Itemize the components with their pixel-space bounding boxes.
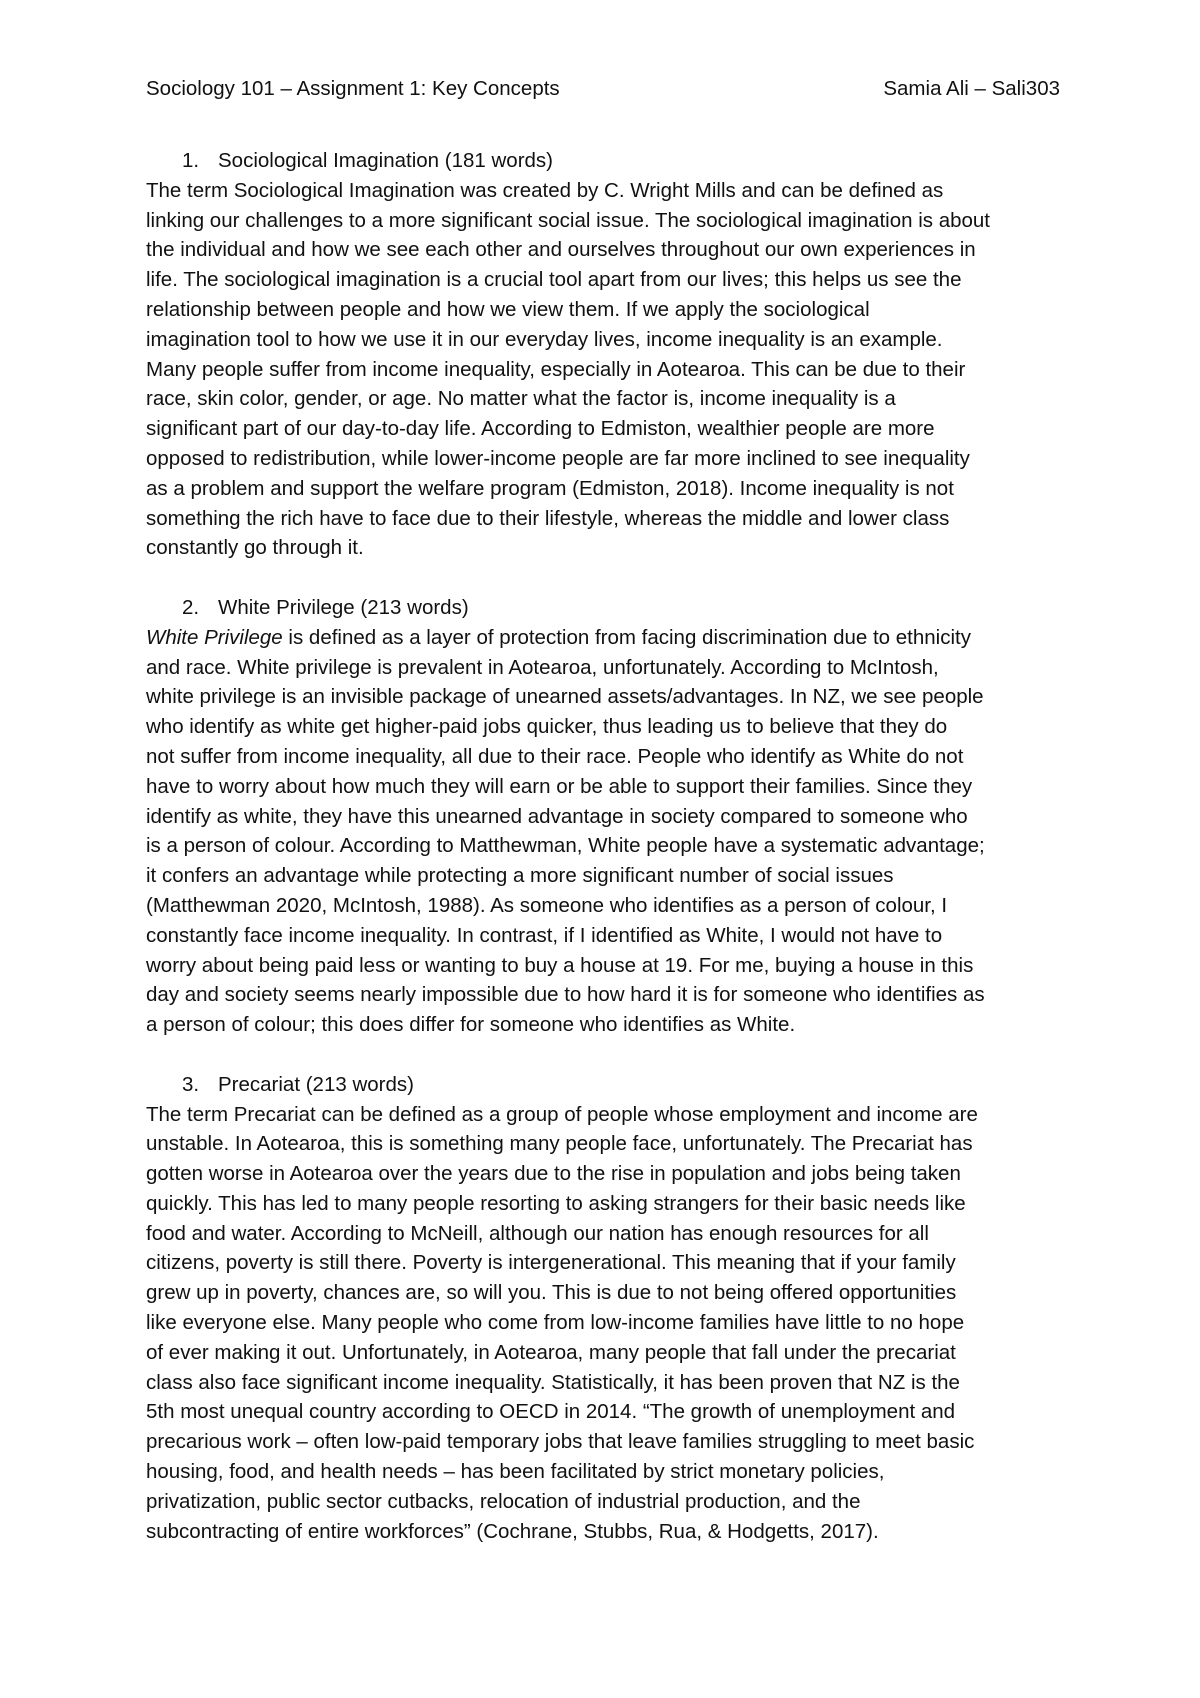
line-text: is defined as a layer of protection from facing discrimination due to ethnicity — [282, 625, 971, 649]
paragraph-line: race, skin color, gender, or age. No matter what the factor is, income inequality is a — [146, 387, 896, 411]
paragraph-line: it confers an advantage while protecting a more significant number of social issues — [146, 864, 894, 888]
paragraph-line: of ever making it out. Unfortunately, in Aotearoa, many people that fall under the precariat — [146, 1340, 956, 1364]
section-sociological-imagination — [146, 146, 1066, 563]
section-paragraph — [146, 653, 1066, 1040]
paragraph-line: a person of colour; this does differ for someone who identifies as White. — [146, 1013, 796, 1037]
paragraph-line: grew up in poverty, chances are, so will you. This is due to not being offered opportunities — [146, 1281, 957, 1305]
paragraph-line: The term Precariat can be defined as a group of people whose employment and income are — [146, 1102, 978, 1126]
paragraph-line: unstable. In Aotearoa, this is something many people face, unfortunately. The Precariat has — [146, 1132, 973, 1156]
paragraph-line: constantly face income inequality. In contrast, if I identified as White, I would not have to — [146, 923, 943, 947]
paragraph-line: worry about being paid less or wanting to buy a house at 19. For me, buying a house in this — [146, 953, 974, 977]
paragraph-line: and race. White privilege is prevalent in Aotearoa, unfortunately. According to McIntosh, — [146, 655, 939, 679]
paragraph-line: (Matthewman 2020, McIntosh, 1988). As someone who identifies as a person of colour, I — [146, 893, 948, 917]
paragraph-line: subcontracting of entire workforces” (Cochrane, Stubbs, Rua, & Hodgetts, 2017). — [146, 1519, 879, 1543]
course-title: Sociology 101 – Assignment 1: Key Concepts — [146, 77, 560, 100]
author-name: Samia Ali – Sali303 — [883, 77, 1060, 100]
section-paragraph — [146, 1100, 1066, 1547]
paragraph-line — [146, 623, 1066, 653]
paragraph-line: significant part of our day-to-day life. According to Edmiston, wealthier people are more — [146, 417, 935, 441]
section-white-privilege — [146, 593, 1066, 1040]
paragraph-line: as a problem and support the welfare program (Edmiston, 2018). Income inequality is not — [146, 476, 954, 500]
paragraph-line: precarious work – often low-paid temporary jobs that leave families struggling to meet basic — [146, 1430, 975, 1454]
page-header — [146, 74, 1060, 104]
section-paragraph — [146, 176, 1066, 563]
section-title: Precariat (213 words) — [218, 1072, 414, 1096]
paragraph-line: 5th most unequal country according to OECD in 2014. “The growth of unemployment and — [146, 1400, 956, 1424]
paragraph-line: identify as white, they have this unearned advantage in society compared to someone who — [146, 804, 968, 828]
paragraph-line: relationship between people and how we view them. If we apply the sociological — [146, 297, 870, 321]
section-title: Sociological Imagination (181 words) — [218, 149, 554, 172]
paragraph-line: gotten worse in Aotearoa over the years due to the rise in population and jobs being taken — [146, 1162, 961, 1186]
italic-term: White Privilege — [146, 625, 283, 649]
paragraph-line: constantly go through it. — [146, 536, 364, 560]
paragraph-line: day and society seems nearly impossible due to how hard it is for someone who identifies as — [146, 983, 985, 1007]
paragraph-line: linking our challenges to a more significant social issue. The sociological imagination is about — [146, 208, 991, 232]
paragraph-line: food and water. According to McNeill, although our nation has enough resources for all — [146, 1221, 929, 1245]
paragraph-line: class also face significant income inequality. Statistically, it has been proven that NZ is the — [146, 1370, 960, 1394]
section-title: White Privilege (213 words) — [218, 595, 469, 619]
paragraph-line: the individual and how we see each other and ourselves throughout our own experiences in — [146, 238, 976, 262]
paragraph-line: quickly. This has led to many people resorting to asking strangers for their basic needs like — [146, 1191, 966, 1215]
paragraph-line: something the rich have to face due to their lifestyle, whereas the middle and lower class — [146, 506, 950, 530]
section-heading — [146, 1070, 1066, 1100]
paragraph-line: not suffer from income inequality, all due to their race. People who identify as White do not — [146, 744, 964, 768]
section-number: 2. — [182, 595, 200, 619]
section-number: 3. — [182, 1072, 200, 1096]
section-number: 1. — [182, 149, 200, 172]
paragraph-line: is a person of colour. According to Matthewman, White people have a systematic advantage; — [146, 834, 985, 858]
paragraph-line: life. The sociological imagination is a crucial tool apart from our lives; this helps us see the — [146, 268, 962, 292]
paragraph-line: housing, food, and health needs – has been facilitated by strict monetary policies, — [146, 1460, 885, 1484]
section-heading — [146, 593, 1066, 623]
paragraph-line: citizens, poverty is still there. Poverty is intergenerational. This meaning that if your family — [146, 1251, 956, 1275]
section-precariat — [146, 1070, 1066, 1547]
paragraph-line: privatization, public sector cutbacks, relocation of industrial production, and the — [146, 1489, 861, 1513]
paragraph-line: opposed to redistribution, while lower-income people are far more inclined to see inequality — [146, 446, 970, 470]
paragraph-line: The term Sociological Imagination was created by C. Wright Mills and can be defined as — [146, 178, 944, 202]
section-heading — [146, 146, 1066, 176]
paragraph-line: like everyone else. Many people who come from low-income families have little to no hope — [146, 1311, 965, 1335]
paragraph-line: imagination tool to how we use it in our everyday lives, income inequality is an example. — [146, 327, 943, 351]
paragraph-line: white privilege is an invisible package of unearned assets/advantages. In NZ, we see people — [146, 685, 984, 709]
paragraph-line: Many people suffer from income inequality, especially in Aotearoa. This can be due to their — [146, 357, 966, 381]
paragraph-line: have to worry about how much they will earn or be able to support their families. Since they — [146, 774, 973, 798]
document-body — [146, 146, 1066, 1576]
paragraph-line: who identify as white get higher-paid jobs quicker, thus leading us to believe that they do — [146, 715, 948, 739]
